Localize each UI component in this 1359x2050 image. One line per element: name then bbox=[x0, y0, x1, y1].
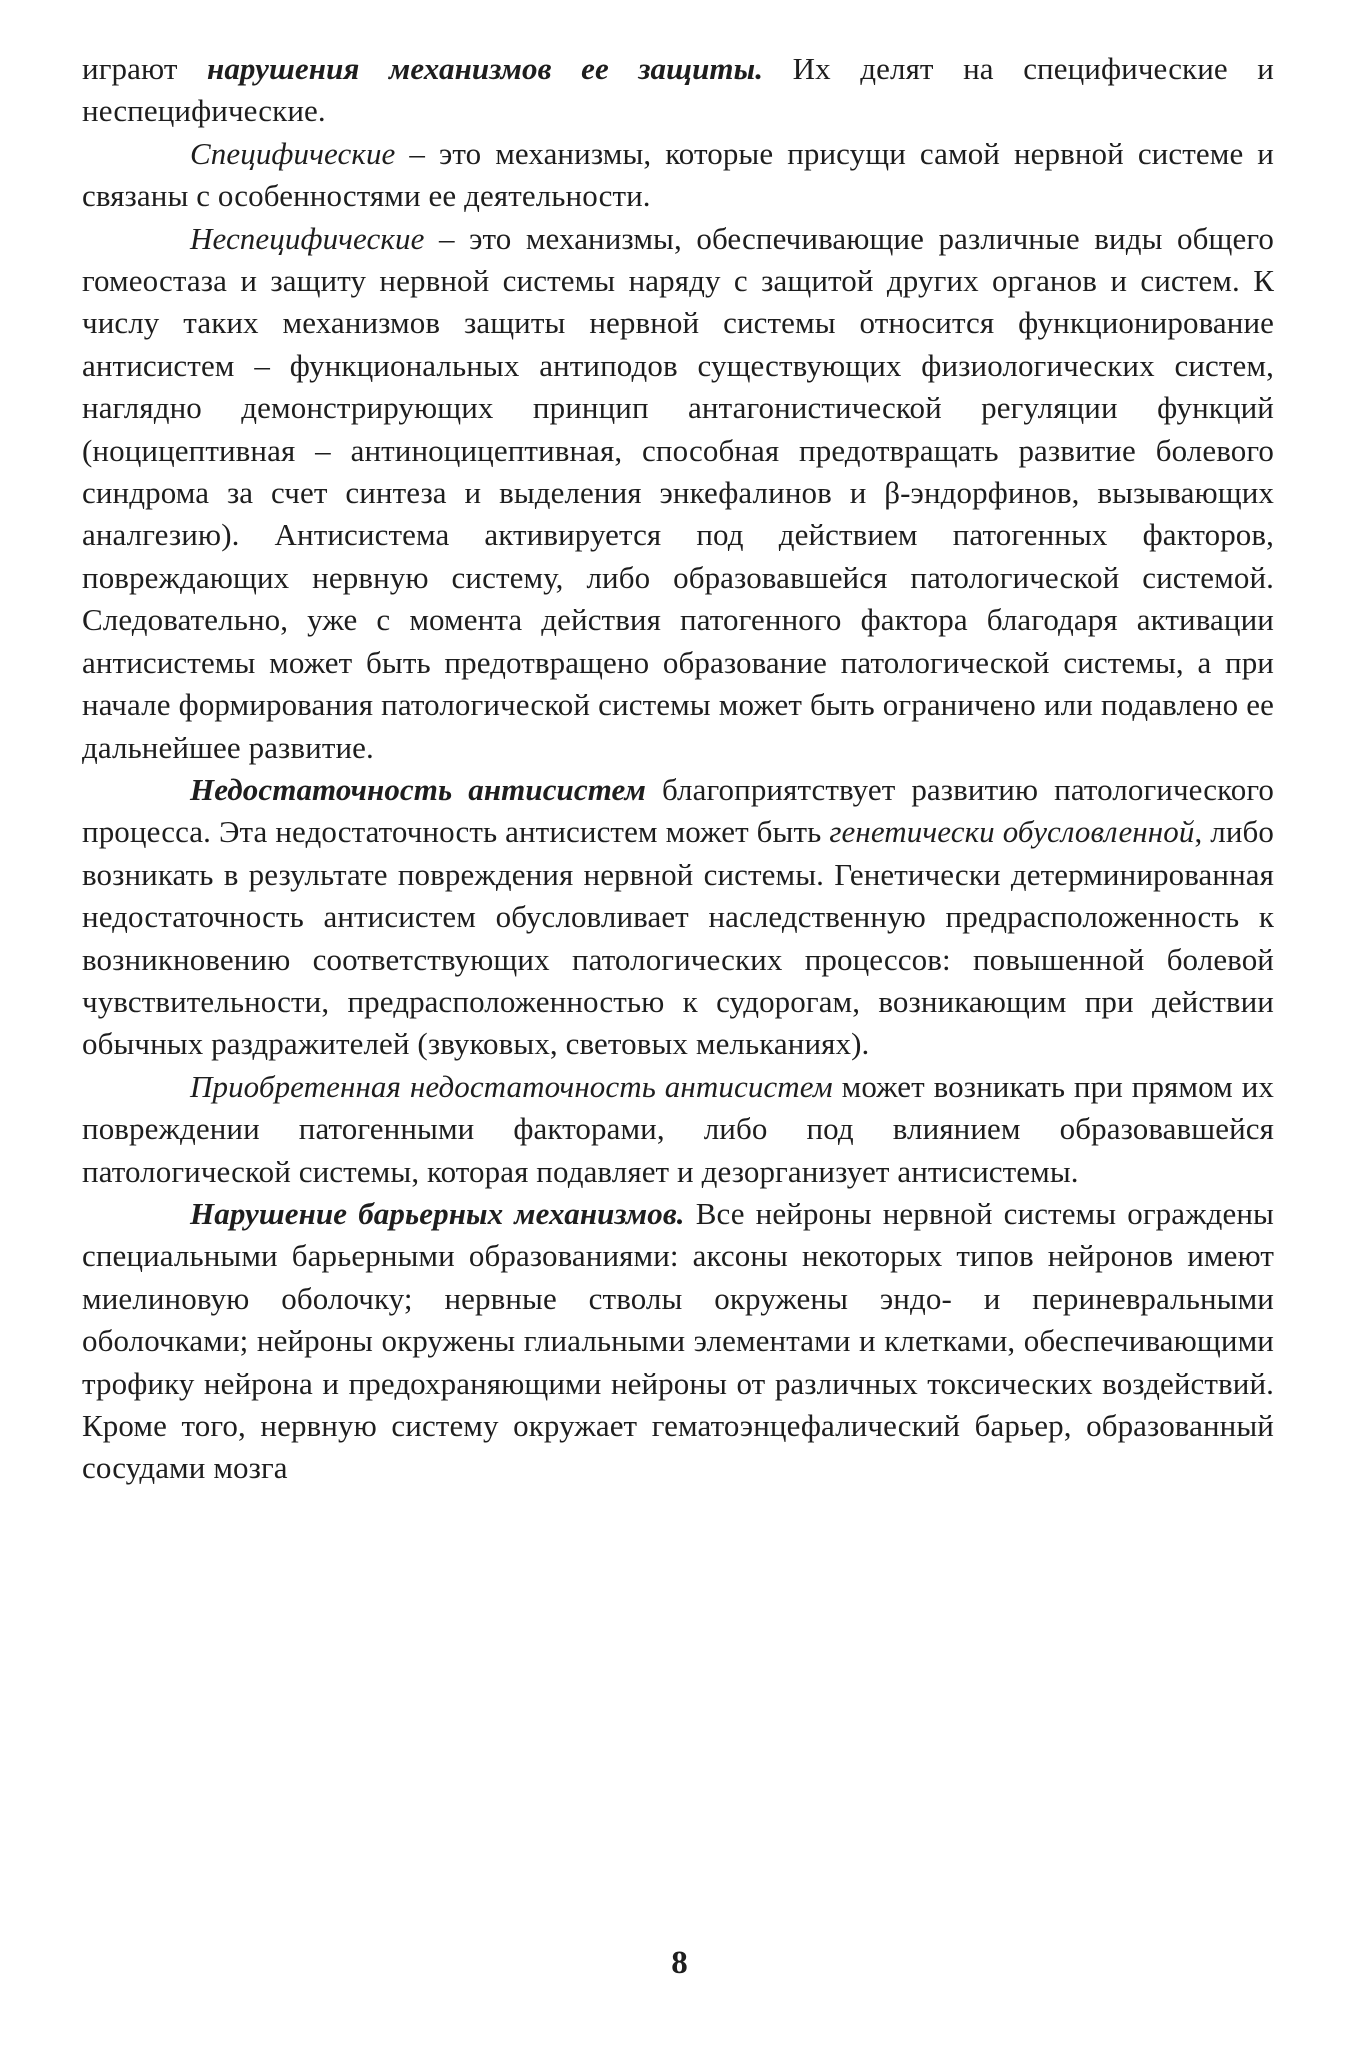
run-text: , либо возникать в результате повреждения нервной системы. Генетически детерминированная недостаточность антисистем обусловливает наследственную предрасположенность к возникновению соответствующих патологических процессов: повышенной болевой чувствительности, предрасположенностью к судорогам, возникающим при действии обычных раздражителей (звуковых, световых мельканиях). bbox=[82, 814, 1274, 1062]
page-number: 8 bbox=[671, 1945, 688, 1981]
run-emphasis-term: нарушения механизмов ее защиты. bbox=[207, 51, 764, 86]
run-text: играют bbox=[82, 51, 208, 86]
paragraph-2 bbox=[82, 218, 1274, 769]
paragraph-1 bbox=[82, 133, 1274, 218]
run-text: благоприятствует развитию патологического процесса. Эта недостаточность антисистем может быть bbox=[82, 771, 1274, 850]
paragraph-4 bbox=[82, 1066, 1274, 1193]
run-italic-term: Специфические bbox=[190, 135, 396, 171]
paragraph-0 bbox=[82, 48, 1274, 133]
paragraph-3 bbox=[82, 769, 1274, 1066]
run-text: – это механизмы, которые присущи самой нервной системе и связаны с особенностями ее деятельности. bbox=[82, 135, 1274, 214]
run-text: Все нейроны нервной системы ограждены специальными барьерными образованиями: аксоны некоторых типов нейронов имеют миелиновую оболочку; нервные стволы окружены эндо- и периневральными оболочками; нейроны окружены глиальными элементами и клетками, обеспечивающими трофику нейрона и предохраняющими нейроны от различных токсических воздействий. Кроме того, нервную систему окружает гематоэнцефалический барьер, образованный сосудами мозга bbox=[82, 1195, 1274, 1486]
paragraph-5 bbox=[82, 1193, 1274, 1490]
run-italic-term: Неспецифические bbox=[190, 220, 425, 256]
run-italic-term: генетически обусловленной bbox=[829, 814, 1195, 850]
body-text bbox=[82, 48, 1274, 1490]
run-emphasis-term: Недостаточность антисистем bbox=[190, 771, 646, 807]
run-text: Их делят на специфические и неспецифические. bbox=[82, 51, 1274, 129]
run-text: может возникать при прямом их повреждении патогенными факторами, либо под влиянием образовавшейся патологической системы, которая подавляет и дезорганизует антисистемы. bbox=[82, 1068, 1274, 1189]
run-text: – это механизмы, обеспечивающие различные виды общего гомеостаза и защиту нервной системы наряду с защитой других органов и систем. К числу таких механизмов защиты нервной системы относится функционирование антисистем – функциональных антиподов существующих физиологических систем, наглядно демонстрирующих принцип антагонистической регуляции функций (ноцицептивная – антиноцицептивная, способная предотвращать развитие болевого синдрома за счет синтеза и выделения энкефалинов и β-эндорфинов, вызывающих аналгезию). Антисистема активируется под действием патогенных факторов, повреждающих нервную систему, либо образовавшейся патологической системой. Следовательно, уже с момента действия патогенного фактора благодаря активации антисистемы может быть предотвращено образование патологической системы, а при начале формирования патологической системы может быть ограничено или подавлено ее дальнейшее развитие. bbox=[82, 220, 1274, 765]
run-emphasis-term: Нарушение барьерных механизмов. bbox=[190, 1195, 685, 1231]
run-italic-term: Приобретенная недостаточность антисистем bbox=[190, 1068, 833, 1104]
